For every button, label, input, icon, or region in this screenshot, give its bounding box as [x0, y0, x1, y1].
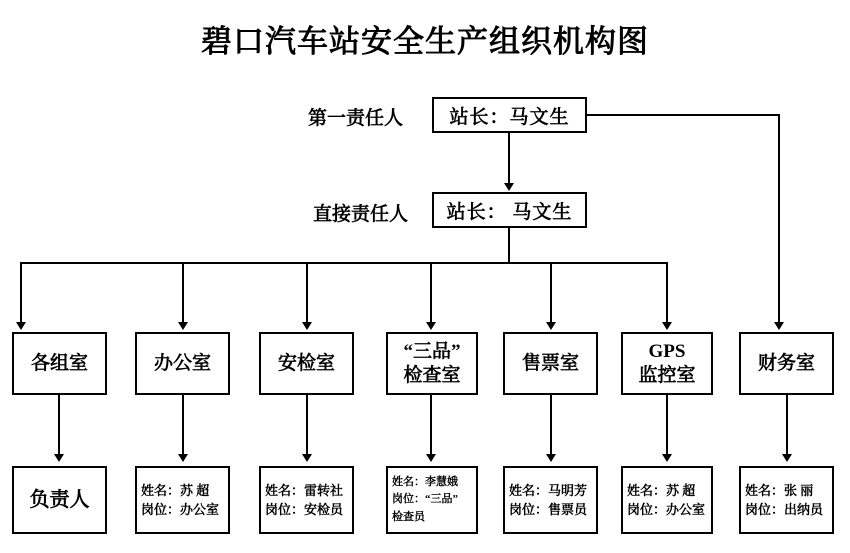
dept-gps-line-1: 监控室: [638, 364, 696, 386]
dept-office-line-0: 办公室: [153, 352, 211, 374]
connector-chief2-down: [508, 228, 510, 263]
connector-dept-bus: [20, 262, 668, 264]
staff-sanpin-line-0: 姓名：李慧娥: [392, 476, 458, 489]
label-direct-responsible: 直接责任人: [313, 204, 409, 225]
dept-ticket-line-0: 售票室: [521, 352, 579, 374]
arrow-dept-ticket: [546, 322, 556, 330]
dept-box-ticket[interactable]: [503, 332, 598, 395]
drop-staff-gps: [666, 395, 668, 458]
staff-groups-title: 负责人: [29, 489, 90, 511]
arrow-staff-finance: [782, 454, 792, 462]
box-station-chief-1-text: 站长：马文生: [449, 106, 570, 128]
staff-security-line-0: 姓名：雷转社: [265, 482, 344, 498]
drop-dept-groups: [20, 262, 22, 326]
staff-gps-line-1: 岗位：办公室: [627, 502, 706, 517]
drop-dept-ticket: [550, 262, 552, 326]
dept-box-groups[interactable]: [12, 332, 107, 395]
arrow-staff-security: [302, 454, 312, 462]
connector-chief1-chief2: [508, 133, 510, 184]
connector-chief1-right: [587, 114, 780, 116]
dept-sanpin-line-0: “三品”: [403, 340, 461, 362]
drop-staff-ticket: [550, 395, 552, 458]
staff-gps-line-0: 姓名：苏 超: [627, 482, 696, 498]
dept-box-gps[interactable]: [621, 332, 713, 395]
dept-security-line-0: 安检室: [277, 352, 335, 374]
dept-gps-line-0: GPS: [648, 340, 686, 362]
staff-box-finance[interactable]: [739, 466, 834, 534]
box-station-chief-2-text: 站长： 马文生: [446, 201, 573, 223]
drop-staff-sanpin: [430, 395, 432, 458]
page-title: 碧口汽车站安全生产组织机构图: [201, 24, 649, 59]
dept-sanpin-line-1: 检查室: [403, 364, 461, 386]
arrow-dept-groups: [16, 322, 26, 330]
staff-ticket-line-0: 姓名：马明芳: [509, 482, 588, 498]
box-station-chief-1[interactable]: [432, 97, 587, 133]
arrow-staff-office: [178, 454, 188, 462]
arrow-staff-ticket: [546, 454, 556, 462]
connector-right-vertical: [778, 114, 780, 326]
staff-box-sanpin[interactable]: [386, 466, 478, 534]
staff-finance-line-1: 岗位：出纳员: [745, 502, 824, 517]
dept-box-office[interactable]: [135, 332, 230, 395]
drop-staff-groups: [58, 395, 60, 458]
staff-box-ticket[interactable]: [503, 466, 598, 534]
arrow-staff-sanpin: [426, 454, 436, 462]
arrow-chief1-chief2: [504, 183, 514, 191]
staff-finance-line-0: 姓名：张 丽: [745, 482, 814, 498]
staff-security-line-1: 岗位：安检员: [265, 502, 344, 517]
arrow-staff-gps: [662, 454, 672, 462]
drop-dept-gps: [666, 262, 668, 326]
staff-sanpin-line-1: 岗位：“三品”: [392, 493, 458, 506]
box-station-chief-2[interactable]: [432, 192, 587, 228]
label-first-responsible: 第一责任人: [308, 108, 404, 129]
arrow-right-to-finance: [774, 322, 784, 330]
dept-box-finance[interactable]: [739, 332, 834, 395]
staff-ticket-line-1: 岗位：售票员: [509, 502, 588, 517]
drop-staff-office: [182, 395, 184, 458]
arrow-dept-gps: [662, 322, 672, 330]
staff-office-line-1: 岗位：办公室: [141, 502, 220, 517]
drop-dept-office: [182, 262, 184, 326]
dept-groups-line-0: 各组室: [30, 352, 88, 374]
drop-staff-security: [306, 395, 308, 458]
staff-sanpin-line-2: 检查员: [392, 510, 425, 523]
drop-dept-security: [306, 262, 308, 326]
drop-staff-finance: [786, 395, 788, 458]
staff-office-line-0: 姓名：苏 超: [141, 482, 210, 498]
staff-box-security[interactable]: [259, 466, 354, 534]
staff-box-office[interactable]: [135, 466, 230, 534]
dept-box-sanpin[interactable]: [386, 332, 478, 395]
dept-finance-line-0: 财务室: [757, 352, 815, 374]
arrow-staff-groups: [54, 454, 64, 462]
drop-dept-sanpin: [430, 262, 432, 326]
arrow-dept-office: [178, 322, 188, 330]
staff-box-groups[interactable]: [12, 466, 107, 534]
dept-box-security[interactable]: [259, 332, 354, 395]
arrow-dept-security: [302, 322, 312, 330]
staff-box-gps[interactable]: [621, 466, 713, 534]
arrow-dept-sanpin: [426, 322, 436, 330]
